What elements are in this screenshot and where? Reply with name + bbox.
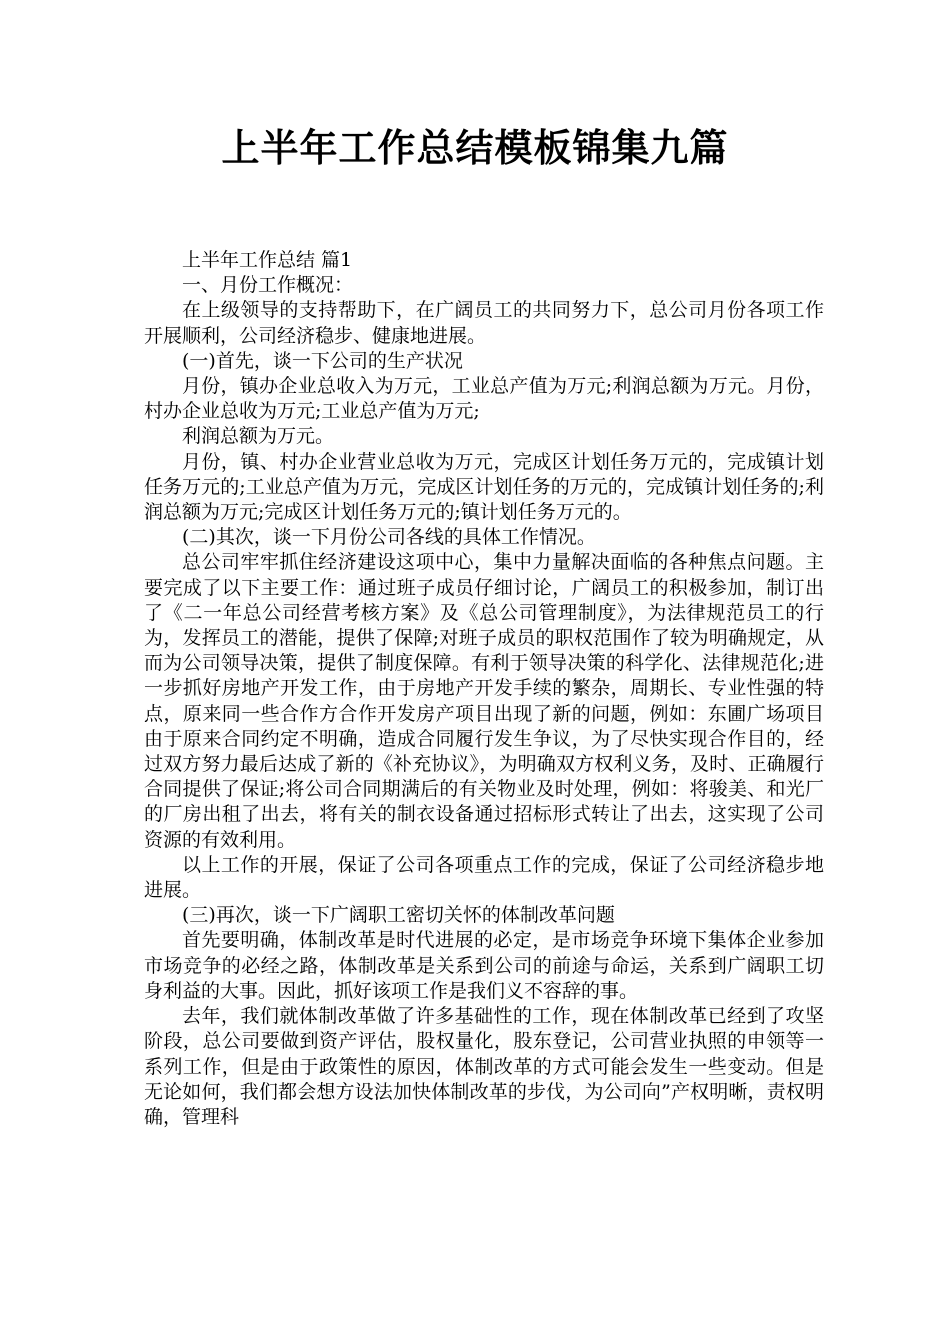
paragraph: 利润总额为万元。 — [182, 425, 335, 448]
paragraph: (一)首先，谈一下公司的生产状况 — [182, 349, 463, 372]
document-title: 上半年工作总结模板锦集九篇 — [221, 126, 729, 170]
paragraph: (二)其次，谈一下月份公司各线的具体工作情况。 — [182, 526, 596, 549]
paragraph: 在上级领导的支持帮助下，在广阔员工的共同努力下，总公司月份各项工作开展顺利，公司经济稳步、健康地进展。 — [144, 299, 824, 347]
paragraph: 一、月份工作概况： — [182, 274, 354, 297]
document-body — [144, 248, 824, 1130]
paragraph: 去年，我们就体制改革做了许多基础性的工作，现在体制改革已经到了攻坚阶段，总公司要做到资产评估，股权量化，股东登记，公司营业执照的申领等一系列工作，但是由于政策性的原因，体制改革的方式可能会发生一些变动。但是无论如何，我们都会想方设法加快体制改革的步伐，为公司向”产权明晰，责权明确，管理科 — [144, 1005, 824, 1128]
paragraph: 以上工作的开展，保证了公司各项重点工作的完成，保证了公司经济稳步地进展。 — [144, 853, 824, 902]
paragraph: 首先要明确，体制改革是时代进展的必定，是市场竞争环境下集体企业参加市场竞争的必经之路，体制改革是关系到公司的前途与命运，关系到广阔职工切身利益的大事。因此，抓好该项工作是我们义不容辞的事。 — [144, 929, 824, 1002]
paragraph: 总公司牢牢抓住经济建设这项中心，集中力量解决面临的各种焦点问题。主要完成了以下主要工作：通过班子成员仔细讨论，广阔员工的积极参加，制订出了《二一年总公司经营考核方案》及《总公司管理制度》，为法律规范员工的行为，发挥员工的潜能，提供了保障;对班子成员的职权范围作了较为明确规定，从而为公司领导决策，提供了制度保障。有利于领导决策的科学化、法律规范化;进一步抓好房地产开发工作，由于房地产开发手续的繁杂，周期长、专业性强的特点，原来同一些合作方合作开发房产项目出现了新的问题，例如：东圃广场项目由于原来合同约定不明确，造成合同履行发生争议，为了尽快实现合作目的，经过双方努力最后达成了新的《补充协议》，为明确双方权利义务，及时、正确履行合同提供了保证;将公司合同期满后的有关物业及时处理，例如：将骏美、和光厂的厂房出租了出去，将有关的制衣设备通过招标形式转让了出去，这实现了公司资源的有效利用。 — [144, 551, 824, 851]
paragraph: (三)再次，谈一下广阔职工密切关怀的体制改革问题 — [182, 904, 615, 927]
paragraph: 月份，镇、村办企业营业总收为万元，完成区计划任务万元的，完成镇计划任务万元的;工业总产值为万元，完成区计划任务的万元的，完成镇计划任务的;利润总额为万元;完成区计划任务万元的;镇计划任务万元的。 — [144, 450, 824, 524]
section-heading: 上半年工作总结 篇1 — [182, 249, 353, 271]
paragraph: 月份，镇办企业总收入为万元，工业总产值为万元;利润总额为万元。月份，村办企业总收为万元;工业总产值为万元; — [144, 375, 824, 423]
